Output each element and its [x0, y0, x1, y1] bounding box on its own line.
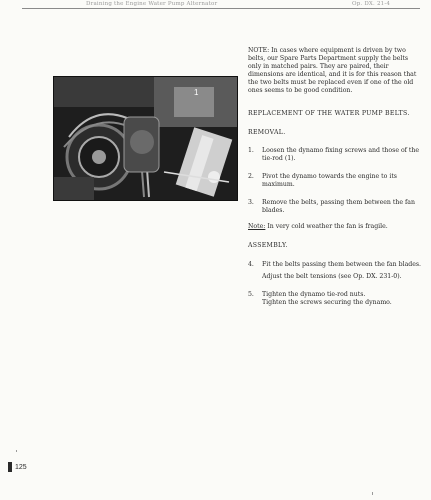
step-text: Pivot the dynamo towards the engine to its maximum.: [262, 172, 397, 189]
list-item: [248, 173, 422, 189]
step-text: Remove the belts, passing them between the fan blades.: [262, 199, 415, 215]
header-left-text: Draining the Engine Water Pump Alternator: [86, 1, 218, 7]
list-item: [248, 199, 422, 215]
scan-speck: [372, 492, 373, 495]
step-text: Loosen the dynamo fixing screws and those of the tie-rod (1).: [262, 146, 420, 162]
assembly-title: ASSEMBLY.: [248, 242, 288, 250]
step-number: 4.: [248, 260, 254, 268]
photo-callout-label: 1: [194, 88, 199, 97]
fan-note-text: In very cold weather the fan is fragile.: [265, 223, 388, 231]
step-extra-text: Adjust the belt tensions (see Op. DX. 231-0).: [262, 272, 402, 280]
step-text: Tighten the dynamo tie-rod nuts.: [262, 290, 366, 298]
step-number: 5.: [248, 290, 254, 298]
step-extra-text: Tighten the screws securing the dynamo.: [262, 298, 392, 306]
fan-note-label: Note:: [248, 223, 266, 231]
header-rule: [22, 8, 420, 9]
step-body: [262, 261, 422, 281]
step-number: 2.: [248, 172, 254, 180]
page-marker: [8, 462, 12, 472]
page-number-text: 125: [15, 463, 27, 471]
step-text: Fit the belts passing them between the fan blades.: [262, 260, 422, 268]
list-item: [248, 261, 422, 281]
page-number: [8, 462, 27, 472]
step-number: 3.: [248, 199, 254, 207]
removal-title: REMOVAL.: [248, 128, 286, 136]
header-right-text: Op. DX. 21-4: [352, 1, 391, 7]
list-item: [248, 147, 422, 163]
scan-speck: [16, 450, 17, 452]
list-item: [248, 291, 422, 307]
step-body: [262, 291, 422, 307]
step-number: 1.: [248, 146, 254, 154]
section-title: REPLACEMENT OF THE WATER PUMP BELTS.: [248, 109, 410, 117]
belt-note: NOTE: In cases where equipment is driven by two belts, our Spare Parts Department supply the belts only in matched pairs. They are paired, their dimensions are identical, and it is for this reason that the two belts must be replaced even if one of the old ones seems to be good condition.: [248, 47, 417, 95]
engine-photo-drawing: [54, 77, 237, 200]
engine-photo: [53, 76, 238, 201]
text-column: [248, 47, 422, 307]
fan-note: [248, 223, 422, 231]
